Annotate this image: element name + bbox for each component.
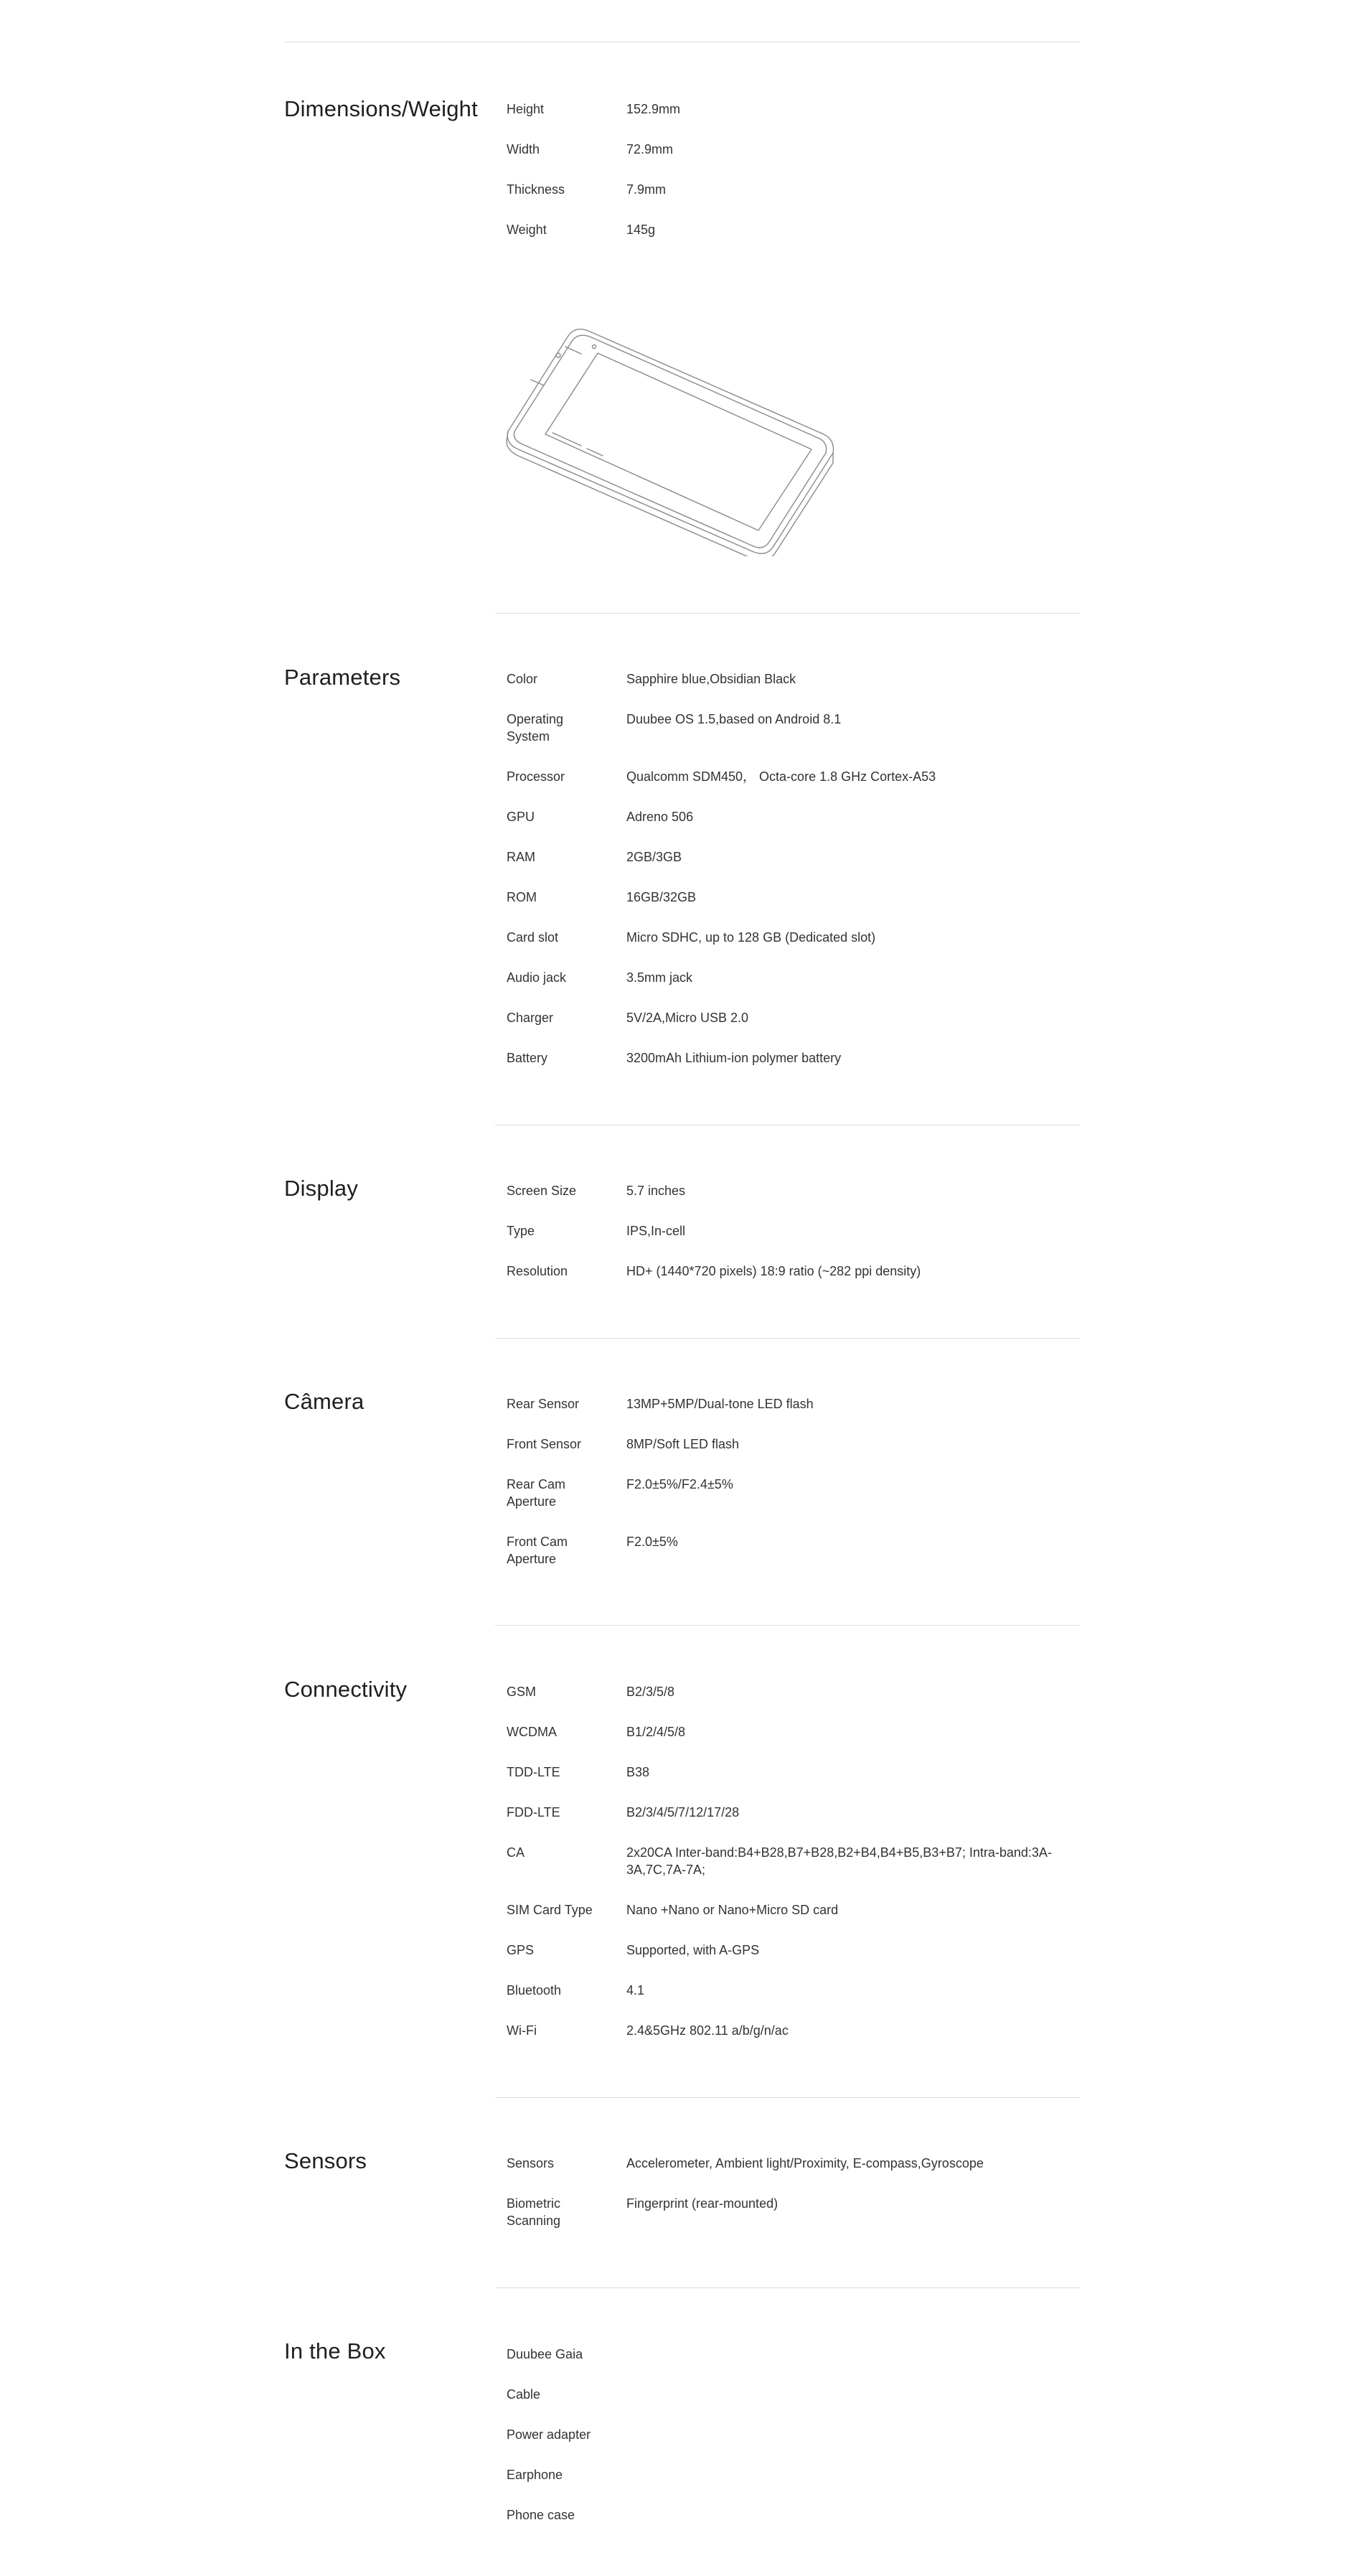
spec-value: 152.9mm xyxy=(626,102,681,116)
spec-label: GSM xyxy=(507,1685,537,1699)
divider xyxy=(495,2097,1081,2098)
divider xyxy=(495,613,1081,614)
spec-label: Front Cam Aperture xyxy=(507,1535,568,1566)
spec-label: GPU xyxy=(507,810,535,824)
spec-label: Battery xyxy=(507,1051,548,1065)
spec-value: Nano +Nano or Nano+Micro SD card xyxy=(626,1903,839,1917)
section-title-connectivity: Connectivity xyxy=(284,1677,408,1702)
spec-label: Bluetooth xyxy=(507,1983,562,1997)
divider xyxy=(495,1625,1081,1626)
spec-value: F2.0±5%/F2.4±5% xyxy=(626,1477,733,1491)
spec-label: RAM xyxy=(507,850,535,864)
spec-value: Supported, with A-GPS xyxy=(626,1943,760,1957)
spec-value: 2x20CA Inter-band:B4+B28,B7+B28,B2+B4,B4+B5,B3+B7; Intra-band:3A-3A,7C,7A-7A; xyxy=(626,1845,1052,1877)
spec-value: HD+ (1440*720 pixels) 18:9 ratio (~282 ppi density) xyxy=(626,1264,921,1278)
spec-label: Rear Cam Aperture xyxy=(507,1477,566,1509)
divider xyxy=(495,2287,1081,2288)
spec-label: Biometric Scanning xyxy=(507,2196,561,2228)
spec-label: Audio jack xyxy=(507,970,567,985)
box-item-label: Power adapter xyxy=(507,2427,591,2442)
box-item-label: Phone case xyxy=(507,2508,575,2522)
spec-label: SIM Card Type xyxy=(507,1903,593,1917)
section-title-parameters: Parameters xyxy=(284,665,401,690)
spec-value: 4.1 xyxy=(626,1983,645,1997)
spec-value: IPS,In-cell xyxy=(626,1224,686,1238)
spec-label: ROM xyxy=(507,890,537,904)
spec-label: Screen Size xyxy=(507,1184,577,1198)
spec-label: WCDMA xyxy=(507,1725,557,1739)
box-item-label: Duubee Gaia xyxy=(507,2347,583,2361)
divider xyxy=(495,1338,1081,1339)
spec-label: Sensors xyxy=(507,2156,555,2170)
spec-label: Resolution xyxy=(507,1264,568,1278)
phone-line-drawing-icon xyxy=(502,327,839,556)
spec-value: Accelerometer, Ambient light/Proximity, E-compass,Gyroscope xyxy=(626,2156,984,2170)
spec-value: Sapphire blue,Obsidian Black xyxy=(626,672,796,686)
spec-value: Adreno 506 xyxy=(626,810,694,824)
spec-label: Processor xyxy=(507,769,565,784)
spec-label: CA xyxy=(507,1845,525,1860)
section-title-dimensions: Dimensions/Weight xyxy=(284,96,478,121)
spec-value: Qualcomm SDM450， Octa-core 1.8 GHz Cortex-A53 xyxy=(626,769,936,784)
spec-label: Thickness xyxy=(507,182,565,197)
spec-value: 3.5mm jack xyxy=(626,970,693,985)
box-item-label: Cable xyxy=(507,2387,541,2402)
spec-label: Operating System xyxy=(507,712,564,744)
spec-label: Width xyxy=(507,142,540,156)
spec-label: Type xyxy=(507,1224,535,1238)
section-title-camera: Câmera xyxy=(284,1389,364,1414)
spec-label: Color xyxy=(507,672,538,686)
spec-value: 2.4&5GHz 802.11 a/b/g/n/ac xyxy=(626,2023,789,2038)
spec-label: Front Sensor xyxy=(507,1437,582,1451)
spec-value: F2.0±5% xyxy=(626,1535,678,1549)
spec-value: 5V/2A,Micro USB 2.0 xyxy=(626,1011,749,1025)
spec-label: TDD-LTE xyxy=(507,1765,560,1779)
spec-label: Wi-Fi xyxy=(507,2023,537,2038)
spec-label: GPS xyxy=(507,1943,535,1957)
spec-value: B1/2/4/5/8 xyxy=(626,1725,686,1739)
spec-value: B2/3/5/8 xyxy=(626,1685,675,1699)
spec-value: 2GB/3GB xyxy=(626,850,682,864)
spec-value: Micro SDHC, up to 128 GB (Dedicated slot) xyxy=(626,930,876,945)
section-title-display: Display xyxy=(284,1176,359,1201)
spec-value: Duubee OS 1.5,based on Android 8.1 xyxy=(626,712,842,726)
spec-value: 145g xyxy=(626,223,656,237)
spec-value: Fingerprint (rear-mounted) xyxy=(626,2196,779,2211)
spec-value: 3200mAh Lithium-ion polymer battery xyxy=(626,1051,842,1065)
spec-label: Rear Sensor xyxy=(507,1397,580,1411)
section-title-in-the-box: In the Box xyxy=(284,2338,386,2364)
spec-value: 13MP+5MP/Dual-tone LED flash xyxy=(626,1397,814,1411)
spec-label: FDD-LTE xyxy=(507,1805,560,1819)
spec-value: 5.7 inches xyxy=(626,1184,686,1198)
box-item-label: Earphone xyxy=(507,2468,563,2482)
spec-label: Height xyxy=(507,102,545,116)
spec-label: Weight xyxy=(507,223,547,237)
spec-label: Charger xyxy=(507,1011,554,1025)
spec-label: Card slot xyxy=(507,930,559,945)
spec-value: B2/3/4/5/7/12/17/28 xyxy=(626,1805,740,1819)
section-title-sensors: Sensors xyxy=(284,2148,367,2173)
spec-value: 7.9mm xyxy=(626,182,667,197)
spec-value: B38 xyxy=(626,1765,650,1779)
spec-value: 72.9mm xyxy=(626,142,674,156)
spec-value: 16GB/32GB xyxy=(626,890,697,904)
spec-value: 8MP/Soft LED flash xyxy=(626,1437,740,1451)
